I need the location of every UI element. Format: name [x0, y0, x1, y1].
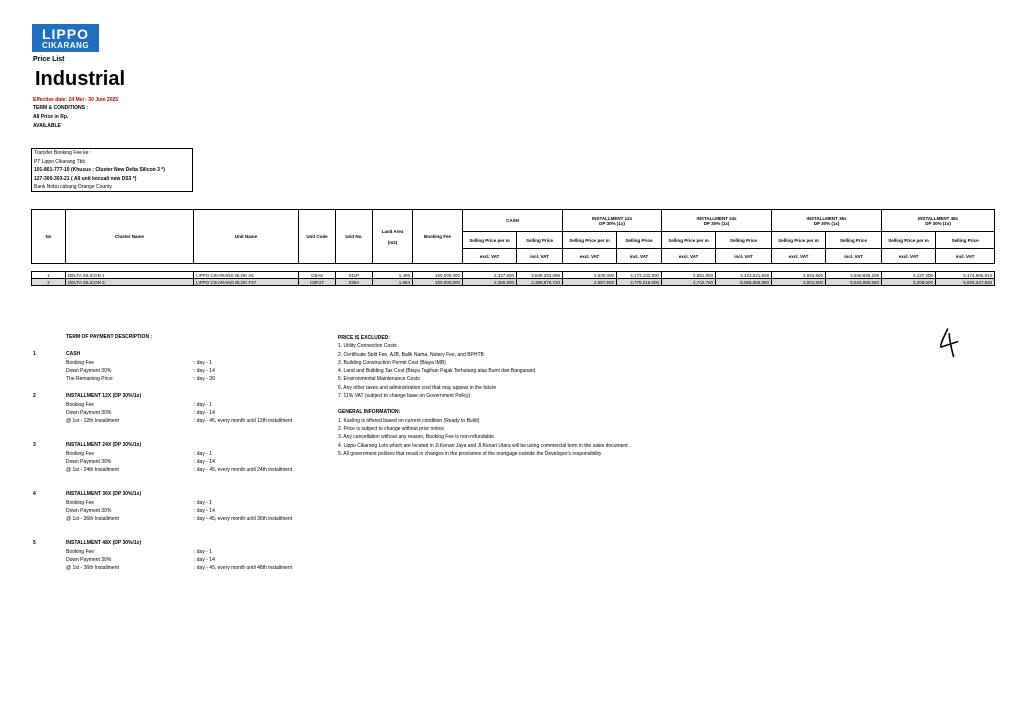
header-excl-vat: excl. VAT — [882, 249, 936, 264]
payment-item-value: : day - 14 — [194, 557, 215, 563]
section-number: 5 — [33, 540, 36, 546]
cell-i48-sp: 5,926,227,840 — [936, 279, 995, 286]
cell-no: 1 — [32, 272, 66, 279]
cell-unit-no: 011P — [336, 272, 373, 279]
section-title: INSTALLMENT 48X (DP 30%/1x) — [66, 540, 142, 546]
header-cluster: Cluster Name — [66, 210, 194, 264]
payment-item-label: @ 1st - 24th Installment — [66, 467, 119, 473]
cell-i36-pm: 2,934,800 — [772, 272, 826, 279]
payment-item-value: : day - 14 — [194, 410, 215, 416]
section-number: 2 — [33, 393, 36, 399]
terms-heading: TERM & CONDITIONS : — [33, 105, 88, 111]
bank-line: PT Lippo Cikarang Tbk — [34, 158, 85, 165]
header-sp: Selling Price — [617, 232, 662, 249]
price-table — [31, 209, 995, 286]
header-excl-vat: excl. VAT — [563, 249, 617, 264]
header-incl-vat: incl. VAT — [617, 249, 662, 264]
header-cash: CASH — [463, 210, 563, 232]
general-item: 1. Kavling is offered based on current condition (Ready to Build) — [338, 417, 480, 424]
cell-cash-pm: 2,380,500 — [463, 279, 517, 286]
header-unit-code: Unit Code — [299, 210, 336, 264]
excluded-item: 5. Environmental Maintenance Costs — [338, 376, 420, 383]
logo-line2: CIKARANG — [41, 41, 90, 50]
payment-item-label: Booking Fee — [66, 451, 95, 457]
header-sp-per-m: Selling Price per m — [772, 232, 826, 249]
cell-i12-pm: 2,530,000 — [563, 272, 617, 279]
header-land-area: Land Area (m2) — [373, 210, 413, 264]
payment-item-value: : day - 45, every month until 36th installment — [194, 516, 293, 522]
section-number: 4 — [33, 491, 36, 497]
availability-label: AVAILABLE — [33, 123, 61, 129]
company-logo — [32, 24, 99, 52]
excluded-item: 6. Any other taxes and administration cost that may appear in the future — [338, 384, 497, 391]
handwritten-signature — [936, 327, 963, 366]
payment-item-label: The Remaining Price — [66, 376, 113, 382]
cell-booking-fee: 100,000,000 — [413, 279, 463, 286]
header-incl-vat: incl. VAT — [826, 249, 882, 264]
header-unit-name: Unit Name — [194, 210, 299, 264]
payment-item-value: : day - 1 — [194, 500, 213, 506]
payment-item-label: @ 1st - 36th Installment — [66, 516, 119, 522]
cell-i24-sp: 5,065,968,960 — [716, 279, 772, 286]
general-heading: GENERAL INFORMATION: — [338, 409, 401, 416]
payment-item-label: Down Payment 30% — [66, 368, 112, 374]
payment-item-label: Down Payment 30% — [66, 508, 112, 514]
table-row — [32, 272, 995, 279]
general-item: 5. All government policies that result in changes in the provisions of the mortgage outside the Developer's responsibility — [338, 450, 602, 457]
price-excluded-block — [338, 334, 629, 458]
cell-cash-sp: 4,396,879,720 — [517, 279, 563, 286]
payment-item-value: : day - 14 — [194, 459, 215, 465]
cell-unit-code: CBF27 — [299, 279, 336, 286]
payment-item-label: Down Payment 30% — [66, 410, 112, 416]
excluded-item: 3. Building Construction Permit Cost (Biaya IMB) — [338, 359, 446, 366]
cell-i36-pm: 3,001,500 — [772, 279, 826, 286]
payment-item-value: : day - 30 — [194, 376, 215, 382]
header-excl-vat: excl. VAT — [463, 249, 517, 264]
bank-line: Transfer Booking Fee ke : — [34, 150, 92, 156]
effective-date: Effective date: 24 Mei - 30 Juni 2025 — [33, 97, 119, 103]
bank-line: Bank Nobu cabang Orange County — [34, 184, 112, 191]
cell-cash-sp: 3,839,283,096 — [517, 272, 563, 279]
cell-i36-sp: 5,543,890,560 — [826, 279, 882, 286]
cell-cluster: DELTA SILICON 1 — [66, 272, 194, 279]
general-item: 2. Price is subject to change without prior notice — [338, 425, 444, 432]
table-row — [32, 279, 995, 286]
bank-account-line: 101-801-777-10 (Khusus : Cluster New Delta Silicon 3 *) — [34, 167, 165, 174]
general-item: 4. Lippo Cikarang Lots which are located in Jl.Kenari Jaya and Jl.Kenari Utara will be using commercial term in the sales document. — [338, 442, 629, 449]
header-excl-vat: excl. VAT — [772, 249, 826, 264]
payment-item-label: @ 1st - 12th Installment — [66, 418, 119, 424]
header-booking-fee: Booking Fee — [413, 210, 463, 264]
section-title: INSTALLMENT 24X (DP 30%/1x) — [66, 442, 142, 448]
currency-note: All Price in Rp. — [33, 114, 69, 120]
header-inst48: INSTALLMENT 48x DP 30% (1x) — [882, 210, 995, 232]
payment-item-value: : day - 1 — [194, 549, 213, 555]
payment-item-value: : day - 1 — [194, 360, 213, 366]
header-sp: Selling Price — [826, 232, 882, 249]
header-unit-no: Unit No. — [336, 210, 373, 264]
header-sp: Selling Price — [517, 232, 563, 249]
header-sp-per-m: Selling Price per m — [563, 232, 617, 249]
cell-no: 2 — [32, 279, 66, 286]
payment-item-label: Down Payment 30% — [66, 459, 112, 465]
cell-land-area: 1,664 — [373, 279, 413, 286]
header-sp-per-m: Selling Price per m — [882, 232, 936, 249]
excluded-item: 1. Utility Connection Costs — [338, 343, 397, 350]
price-list-label: Price List — [33, 56, 65, 63]
payment-item-label: Booking Fee — [66, 402, 95, 408]
header-inst36: INSTALLMENT 36x DP 30% (1x) — [772, 210, 882, 232]
cell-booking-fee: 100,000,000 — [413, 272, 463, 279]
page-title: Industrial — [35, 68, 126, 90]
general-item: 3. Any cancellation without any reason, Booking Fee is non-refundable — [338, 434, 494, 441]
cell-i12-sp: 4,779,216,000 — [617, 279, 662, 286]
header-sp: Selling Price — [936, 232, 995, 249]
cell-i12-sp: 4,173,133,800 — [617, 272, 662, 279]
cell-unit-no: 036A — [336, 279, 373, 286]
cell-i48-pm: 3,137,200 — [882, 272, 936, 279]
payment-item-value: : day - 45, every month until 12th installment — [194, 418, 293, 424]
header-sp: Selling Price — [716, 232, 772, 249]
cell-i36-sp: 4,840,835,208 — [826, 272, 882, 279]
payment-item-label: Booking Fee — [66, 360, 95, 366]
header-sp-per-m: Selling Price per m — [463, 232, 517, 249]
section-title: CASH — [66, 351, 81, 357]
payment-item-label: @ 1st - 36th Installment — [66, 565, 119, 571]
header-incl-vat: incl. VAT — [517, 249, 563, 264]
header-inst12: INSTALLMENT 12x DP 30% (1x) — [563, 210, 662, 232]
cell-i12-pm: 2,587,500 — [563, 279, 617, 286]
payment-item-value: : day - 45, every month until 48th installment — [194, 565, 293, 571]
payment-item-label: Down Payment 30% — [66, 557, 112, 563]
section-number: 1 — [33, 351, 36, 357]
logo-line1: LIPPO — [41, 26, 89, 42]
payment-item-label: Booking Fee — [66, 549, 95, 555]
cell-unit-name: LIPPO CIKARANG BLOK F27 — [194, 279, 299, 286]
cell-i48-sp: 5,174,685,912 — [936, 272, 995, 279]
bank-account-line: 127-300-303-21 ( All unit kecuali new DS3 *) — [34, 175, 137, 182]
payment-item-value: : day - 1 — [194, 451, 213, 457]
cell-i24-sp: 4,423,521,828 — [716, 272, 772, 279]
cell-land-area: 1,486 — [373, 272, 413, 279]
section-title: INSTALLMENT 36X (DP 30%/1x) — [66, 491, 142, 497]
payment-item-value: : day - 14 — [194, 368, 215, 374]
payment-item-value: : day - 45, every month until 24th installment — [194, 467, 293, 473]
cell-i24-pm: 2,681,800 — [662, 272, 716, 279]
payment-item-value: : day - 14 — [194, 508, 215, 514]
terms-block — [33, 104, 88, 131]
section-number: 3 — [33, 442, 36, 448]
excluded-heading: PRICE IS EXCLUDED: — [338, 335, 390, 341]
payment-item-label: Booking Fee — [66, 500, 95, 506]
header-incl-vat: incl. VAT — [936, 249, 995, 264]
cell-i24-pm: 2,742,750 — [662, 279, 716, 286]
excluded-item: 2. Certificate Split Fee, AJB, Balik Nama, Notary Fee, and BPHTB — [338, 351, 484, 358]
header-incl-vat: incl. VAT — [716, 249, 772, 264]
bank-transfer-box — [31, 148, 193, 192]
header-excl-vat: excl. VAT — [662, 249, 716, 264]
section-title: INSTALLMENT 12X (DP 30%/1x) — [66, 393, 142, 399]
signature-mark — [936, 327, 962, 360]
header-sp-per-m: Selling Price per m — [662, 232, 716, 249]
cell-cluster: DELTA SILICON 3 — [66, 279, 194, 286]
cell-i48-pm: 3,208,500 — [882, 279, 936, 286]
cell-unit-code: CBA6 — [299, 272, 336, 279]
payment-heading: TERM OF PAYMENT DESCRIPTION : — [66, 334, 153, 340]
payment-item-value: : day - 1 — [194, 402, 213, 408]
header-no: No — [32, 210, 66, 264]
excluded-item: 7. 11% VAT (subject to change base on Government Policy) — [338, 393, 471, 400]
cell-unit-name: LIPPO CIKARANG BLOK A6 — [194, 272, 299, 279]
header-inst24: INSTALLMENT 24x DP 30% (1x) — [662, 210, 772, 232]
excluded-item: 4. Land and Building Tax Cost (Biaya Tagihan Pajak Terhutang atas Bumi dan Bangunan) — [338, 368, 536, 375]
cell-cash-pm: 2,327,600 — [463, 272, 517, 279]
